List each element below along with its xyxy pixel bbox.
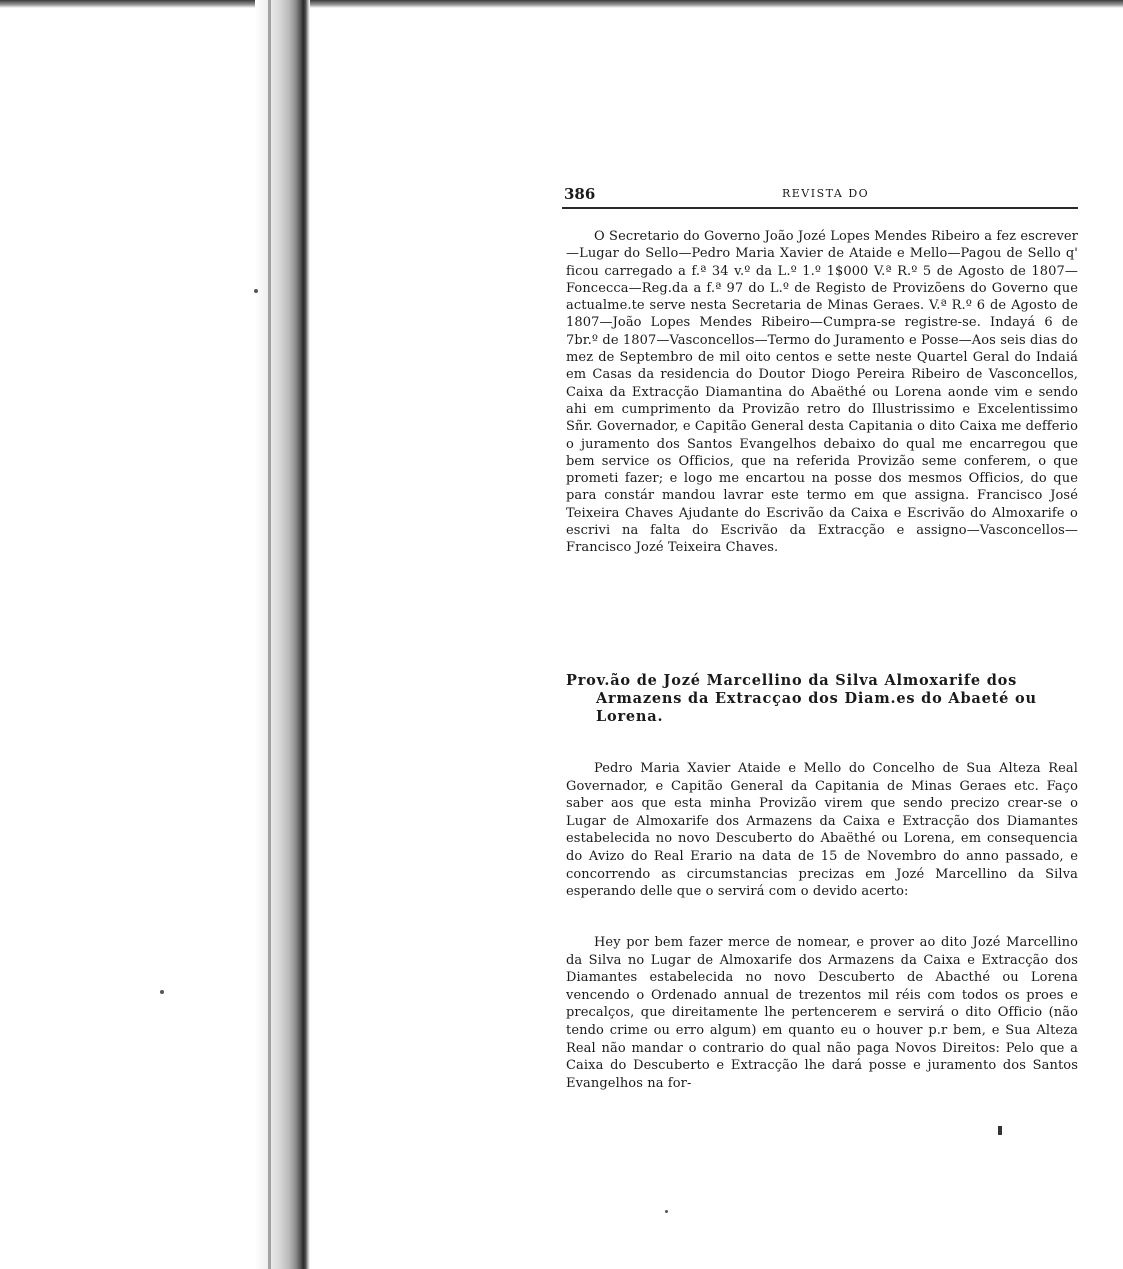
body-paragraph: Pedro Maria Xavier Ataide e Mello do Concelho de Sua Alteza Real Governador, e Capitão General da Capitania de Minas Geraes etc. Faço saber aos que esta minha Provizão virem que sendo precizo crear-se o Lugar de Almoxarife dos Armazens da Caixa e Extracção dos Diamantes estabelecida no novo Descuberto do Abaëthé ou Lorena, em consequencia do Avizo do Real Erario na data de 15 de Novembro do anno passado, e concorrendo as circumstancias precizas em Jozé Marcellino da Silva esperando delle que o servirá com o devido acerto:	[566, 761, 1078, 900]
scan-speck	[665, 1210, 668, 1213]
book-gutter-shadow	[255, 0, 310, 1269]
body-paragraph: O Secretario do Governo João Jozé Lopes Mendes Ribeiro a fez escrever—Lugar do Sello—Pedro Maria Xavier de Ataide e Mello—Pagou de Sello q' ficou carregado a f.ª 34 v.º da L.º 1.º 1$000 V.ª R.º 5 de Agosto de 1807—Foncecca—Reg.da a f.ª 97 do L.º de Registo de Provizõens do Governo que actualme.te serve nesta Secretaria de Minas Geraes. V.ª R.º 6 de Agosto de 1807—João Lopes Mendes Ribeiro—Cumpra-se registre-se. Indayá 6 de 7br.º de 1807—Vasconcellos—Termo do Juramento e Posse—Aos seis dias do mez de Septembro de mil oito centos e sette neste Quartel Geral do Indaiá em Casas da residencia do Doutor Diogo Pereira Ribeiro de Vasconcellos, Caixa da Extracção Diamantina do Abaëthé ou Lorena aonde vim e sendo ahi em cumprimento da Provizão retro do Illustrissimo e Excelentissimo Sñr. Governador, e Capitão General desta Capitania o dito Caixa me defferio o juramento dos Santos Evangelhos debaixo do qual me encarregou que bem service os Officios, que na referida Provizão seme conferem, o que prometi fazer; e logo me encartou na posse dos mesmos Officios, do que para constár mandou lavrar este termo em que assigna. Francisco José Teixeira Chaves Ajudante do Escrivão da Caixa e Escrivão do Almoxarife o escrivi na falta do Escrivão da Extracção e assigno—Vasconcellos—Francisco Jozé Teixeira Chaves.	[566, 229, 1078, 556]
scan-speck	[160, 990, 164, 994]
body-paragraph: Hey por bem fazer merce de nomear, e prover ao dito Jozé Marcellino da Silva no Lugar de Almoxarife dos Armazens da Caixa e Extracção dos Diamantes estabelecida no novo Descuberto de Abacthé ou Lorena vencendo o Ordenado annual de trezentos mil réis com todos os proes e precalços, que direitamente lhe pertencerem e servirá o dito Officio (não tendo crime ou erro algum) em quanto eu o houver p.r bem, e Sua Alteza Real não mandar o contrario do qual não paga Novos Direitos: Pelo que a Caixa do Descuberto e Extracção lhe dará posse e juramento dos Santos Evangelhos na for-	[566, 935, 1078, 1091]
scan-top-edge	[0, 0, 1123, 8]
binding-line	[268, 0, 271, 1269]
running-head: REVISTA DO	[782, 187, 870, 200]
page-mark	[998, 1126, 1002, 1135]
page-number: 386	[564, 185, 596, 203]
scan-speck	[254, 289, 258, 293]
header-rule	[562, 207, 1078, 209]
section-heading: Prov.ão de Jozé Marcellino da Silva Almoxarife dos Armazens da Extracçao dos Diam.es do Abaeté ou Lorena.	[566, 672, 1037, 725]
page-header	[564, 185, 1076, 207]
